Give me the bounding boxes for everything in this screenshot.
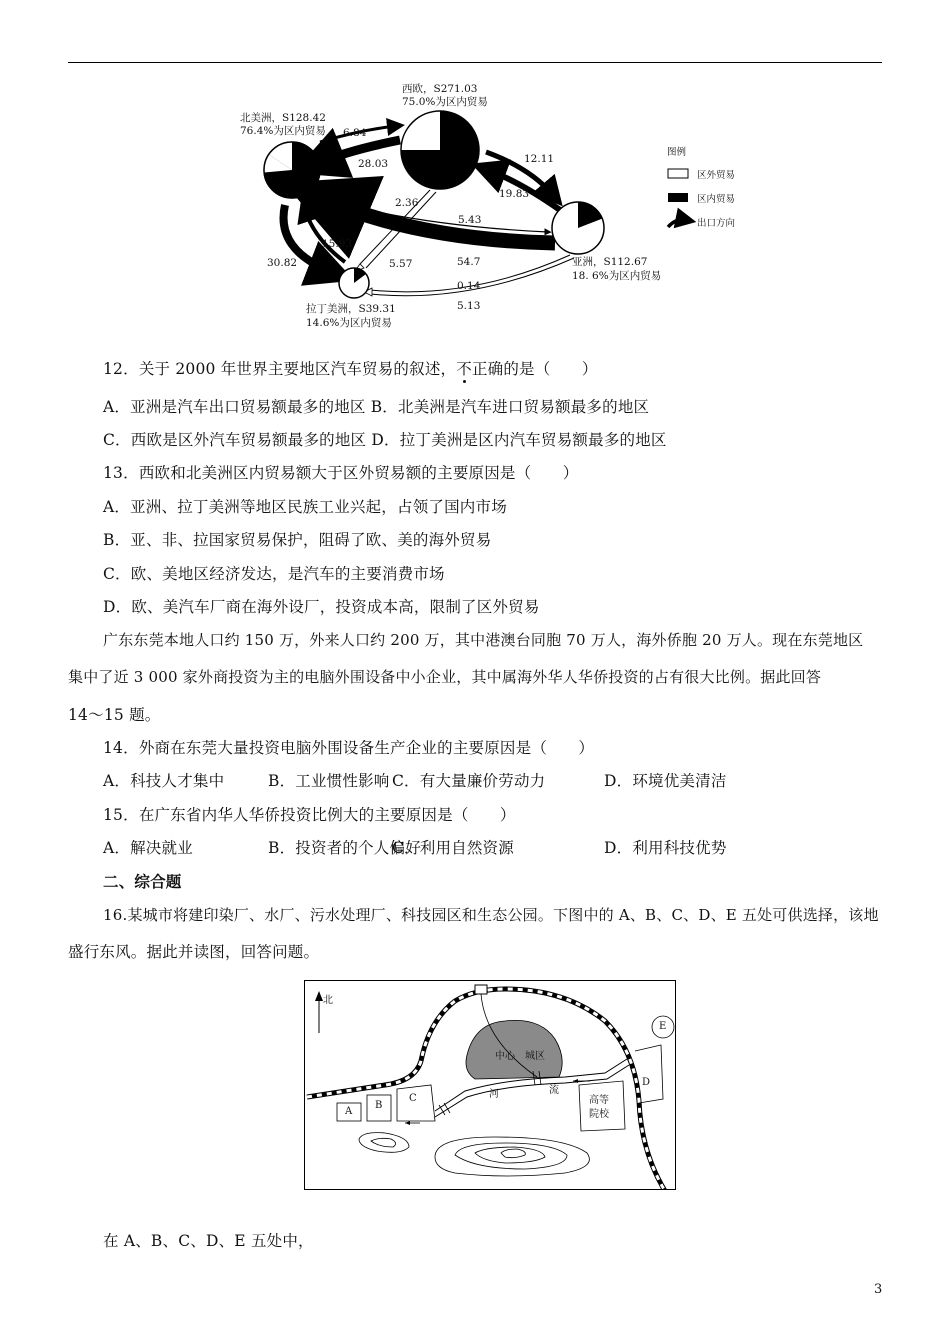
- map-river-label-1: 河: [489, 1089, 499, 1100]
- q13-option-a: A．亚洲、拉丁美洲等地区民族工业兴起，占领了国内市场: [103, 498, 507, 516]
- map-river-label-2: 流: [549, 1085, 559, 1096]
- asia-share: 18. 6%为区内贸易: [572, 270, 662, 282]
- legend: [668, 169, 688, 227]
- la-share: 14.6%为区内贸易: [306, 317, 392, 329]
- q12-emphasis: 不: [456, 360, 472, 378]
- passage-line-1: 广东东莞本地人口约 150 万，外来人口约 200 万，其中港澳台同胞 70 万人，海外侨胞 20 万人。现在东莞地区: [103, 631, 864, 649]
- flow-asia-na: [325, 200, 555, 243]
- eu-name: 西欧，S271.03: [402, 83, 478, 95]
- pie-latin-america: [339, 268, 369, 298]
- page-number: 3: [874, 1282, 883, 1297]
- flow-label-la-asia: 0.14: [457, 280, 481, 292]
- q13-option-c: C．欧、美地区经济发达，是汽车的主要消费市场: [103, 565, 445, 583]
- section-heading: 二、综合题: [103, 872, 182, 891]
- q12-stem-b: 正确的是（ ）: [471, 360, 598, 378]
- map-north-label: 北: [323, 995, 333, 1006]
- trade-flow-figure: [0, 0, 950, 340]
- q14-option-a: A．科技人才集中: [103, 772, 225, 790]
- asia-name: 亚洲，S112.67: [572, 256, 648, 268]
- map-label-c: C: [409, 1093, 417, 1104]
- q14-stem: 14．外商在东莞大量投资电脑外围设备生产企业的主要原因是（ ）: [103, 739, 595, 757]
- q13-option-d: D．欧、美汽车厂商在海外设厂，投资成本高，限制了区外贸易: [103, 598, 540, 616]
- map-label-e: E: [659, 1021, 667, 1032]
- flow-label-asia-la: 5.13: [457, 300, 481, 312]
- q14-option-b: B．工业惯性影响: [268, 772, 390, 790]
- q14-option-c: C．有大量廉价劳动力: [392, 772, 546, 790]
- map-college-label-1: 高等: [589, 1095, 609, 1106]
- q15-option-c: C．利用自然资源: [392, 839, 514, 857]
- eu-share: 75.0%为区内贸易: [402, 96, 488, 108]
- station: [475, 985, 487, 994]
- q15-option-b: B．投资者的个人偏好: [268, 839, 421, 857]
- map-label-d: D: [642, 1077, 651, 1088]
- q15-option-a: A．解决就业: [103, 839, 193, 857]
- hill-contours: [359, 1133, 589, 1176]
- map-label-a: A: [345, 1106, 353, 1117]
- q16-line-2: 盛行东风。据此并读图，回答问题。: [68, 943, 320, 961]
- q15-option-d: D．利用科技优势: [604, 839, 727, 857]
- q13-stem: 13．西欧和北美洲区内贸易额大于区外贸易额的主要原因是（ ）: [103, 464, 579, 482]
- legend-inside: 区内贸易: [697, 194, 736, 205]
- legend-direction: 出口方向: [697, 218, 736, 229]
- flow-label-asia-na: 54.7: [457, 256, 481, 268]
- map-center-label: 中心 城区: [495, 1051, 545, 1062]
- pie-west-europe: [401, 111, 479, 189]
- pie-north-america: [264, 142, 320, 198]
- legend-title: 图例: [667, 147, 687, 158]
- flow-label-na-eu: 6.84: [343, 127, 367, 139]
- flow-la-na: [305, 210, 345, 262]
- flow-label-na-asia: 5.43: [458, 214, 482, 226]
- passage-line-2: 集中了近 3 000 家外商投资为主的电脑外围设备中小企业，其中属海外华人华侨投资的占有很大比例。据此回答: [68, 668, 822, 686]
- na-name: 北美洲，S128.42: [240, 112, 326, 124]
- q14-option-d: D．环境优美清洁: [604, 772, 727, 790]
- flow-label-eu-na: 28.03: [358, 158, 389, 170]
- flow-label-eu-la: 2.36: [395, 197, 419, 209]
- q12-stem: [103, 357, 598, 379]
- q13-option-b: B．亚、非、拉国家贸易保护，阻碍了欧、美的海外贸易: [103, 531, 492, 549]
- la-name: 拉丁美洲，S39.31: [306, 303, 396, 315]
- pie-asia: [552, 202, 604, 254]
- flow-label-asia-eu: 19.83: [499, 188, 530, 200]
- flow-label-na-la: 30.82: [267, 257, 298, 269]
- q16-after-map: 在 A、B、C、D、E 五处中，: [103, 1232, 314, 1250]
- q16-line-1: 16.某城市将建印染厂、水厂、污水处理厂、科技园区和生态公园。下图中的 A、B、C、D、E 五处可供选择，该地: [103, 906, 879, 924]
- map-college-label-2: 院校: [589, 1109, 609, 1120]
- q12-stem-a: 12．关于 2000 年世界主要地区汽车贸易的叙述，: [103, 360, 457, 378]
- city-map: [304, 980, 676, 1190]
- na-share: 76.4%为区内贸易: [240, 125, 326, 137]
- flow-label-la-eu: 5.57: [389, 258, 413, 270]
- flow-label-eu-asia: 12.11: [524, 153, 555, 165]
- legend-outside: 区外贸易: [697, 170, 736, 181]
- flow-label-la-na: 15.93: [322, 238, 353, 250]
- q12-options-2: C．西欧是区外汽车贸易额最多的地区 D．拉丁美洲是区内汽车贸易额最多的地区: [103, 431, 667, 449]
- passage-line-3: 14～15 题。: [68, 706, 161, 724]
- q15-stem: 15．在广东省内华人华侨投资比例大的主要原因是（ ）: [103, 806, 516, 824]
- map-label-b: B: [375, 1100, 383, 1111]
- q12-options-1: A．亚洲是汽车出口贸易额最多的地区 B．北美洲是汽车进口贸易额最多的地区: [103, 398, 650, 416]
